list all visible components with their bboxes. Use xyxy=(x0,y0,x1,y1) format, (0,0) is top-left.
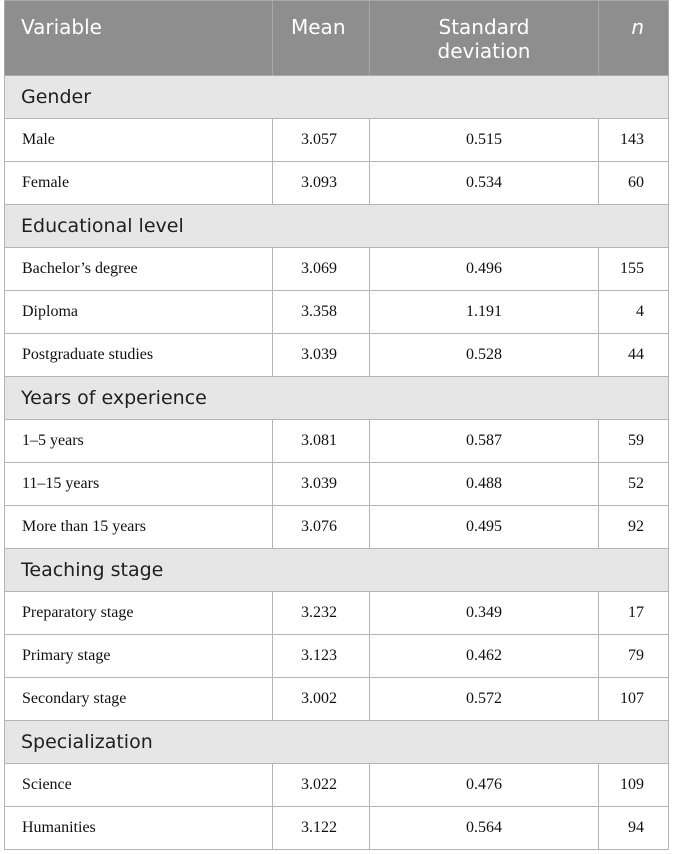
group-label: Educational level xyxy=(5,205,669,248)
row-n-cell: 92 xyxy=(599,506,669,549)
table-row xyxy=(5,678,669,721)
row-mean-cell: 3.093 xyxy=(273,162,370,205)
table-header xyxy=(5,1,669,76)
table-row xyxy=(5,635,669,678)
table-row xyxy=(5,764,669,807)
row-sd-cell: 0.495 xyxy=(370,506,599,549)
row-n-cell: 155 xyxy=(599,248,669,291)
group-label: Years of experience xyxy=(5,377,669,420)
group-row xyxy=(5,76,669,119)
row-mean-cell: 3.069 xyxy=(273,248,370,291)
header-n: n xyxy=(599,1,669,76)
row-n-cell: 143 xyxy=(599,119,669,162)
group-label: Gender xyxy=(5,76,669,119)
row-variable-cell: Bachelor’s degree xyxy=(5,248,273,291)
row-mean-cell: 3.002 xyxy=(273,678,370,721)
row-n-cell: 94 xyxy=(599,807,669,850)
row-n-cell: 107 xyxy=(599,678,669,721)
row-sd-cell: 0.349 xyxy=(370,592,599,635)
row-sd-cell: 1.191 xyxy=(370,291,599,334)
row-sd-cell: 0.572 xyxy=(370,678,599,721)
group-row xyxy=(5,721,669,764)
row-sd-cell: 0.488 xyxy=(370,463,599,506)
row-variable-cell: Preparatory stage xyxy=(5,592,273,635)
row-mean-cell: 3.358 xyxy=(273,291,370,334)
row-n-cell: 60 xyxy=(599,162,669,205)
header-row xyxy=(5,1,669,76)
row-mean-cell: 3.076 xyxy=(273,506,370,549)
row-variable-cell: Diploma xyxy=(5,291,273,334)
row-sd-cell: 0.587 xyxy=(370,420,599,463)
row-variable-cell: Primary stage xyxy=(5,635,273,678)
row-mean-cell: 3.081 xyxy=(273,420,370,463)
table-row xyxy=(5,162,669,205)
row-mean-cell: 3.232 xyxy=(273,592,370,635)
row-mean-cell: 3.039 xyxy=(273,463,370,506)
table-row xyxy=(5,506,669,549)
row-variable-cell: Male xyxy=(5,119,273,162)
table-row xyxy=(5,807,669,850)
row-variable-cell: More than 15 years xyxy=(5,506,273,549)
row-sd-cell: 0.528 xyxy=(370,334,599,377)
table-row xyxy=(5,463,669,506)
row-sd-cell: 0.564 xyxy=(370,807,599,850)
row-sd-cell: 0.496 xyxy=(370,248,599,291)
row-variable-cell: Postgraduate studies xyxy=(5,334,273,377)
row-variable-cell: 1–5 years xyxy=(5,420,273,463)
row-mean-cell: 3.123 xyxy=(273,635,370,678)
row-n-cell: 79 xyxy=(599,635,669,678)
group-label: Specialization xyxy=(5,721,669,764)
row-sd-cell: 0.462 xyxy=(370,635,599,678)
group-row xyxy=(5,549,669,592)
row-mean-cell: 3.122 xyxy=(273,807,370,850)
group-row xyxy=(5,377,669,420)
row-n-cell: 52 xyxy=(599,463,669,506)
row-mean-cell: 3.022 xyxy=(273,764,370,807)
table-row xyxy=(5,291,669,334)
row-variable-cell: Female xyxy=(5,162,273,205)
row-sd-cell: 0.476 xyxy=(370,764,599,807)
row-mean-cell: 3.057 xyxy=(273,119,370,162)
row-n-cell: 4 xyxy=(599,291,669,334)
row-n-cell: 44 xyxy=(599,334,669,377)
row-sd-cell: 0.515 xyxy=(370,119,599,162)
group-label: Teaching stage xyxy=(5,549,669,592)
group-row xyxy=(5,205,669,248)
table-row xyxy=(5,420,669,463)
row-n-cell: 59 xyxy=(599,420,669,463)
row-variable-cell: 11–15 years xyxy=(5,463,273,506)
row-variable-cell: Humanities xyxy=(5,807,273,850)
table-body xyxy=(5,76,669,850)
table-row xyxy=(5,119,669,162)
row-n-cell: 109 xyxy=(599,764,669,807)
header-mean: Mean xyxy=(273,1,370,76)
table-row xyxy=(5,334,669,377)
descriptive-statistics-table xyxy=(4,0,669,850)
row-variable-cell: Secondary stage xyxy=(5,678,273,721)
header-standard-deviation xyxy=(370,1,599,76)
row-variable-cell: Science xyxy=(5,764,273,807)
table-row xyxy=(5,592,669,635)
row-n-cell: 17 xyxy=(599,592,669,635)
row-mean-cell: 3.039 xyxy=(273,334,370,377)
header-sd-line1: Standard xyxy=(438,15,530,39)
row-sd-cell: 0.534 xyxy=(370,162,599,205)
header-variable: Variable xyxy=(5,1,273,76)
header-sd-line2: deviation xyxy=(437,39,531,63)
table-row xyxy=(5,248,669,291)
